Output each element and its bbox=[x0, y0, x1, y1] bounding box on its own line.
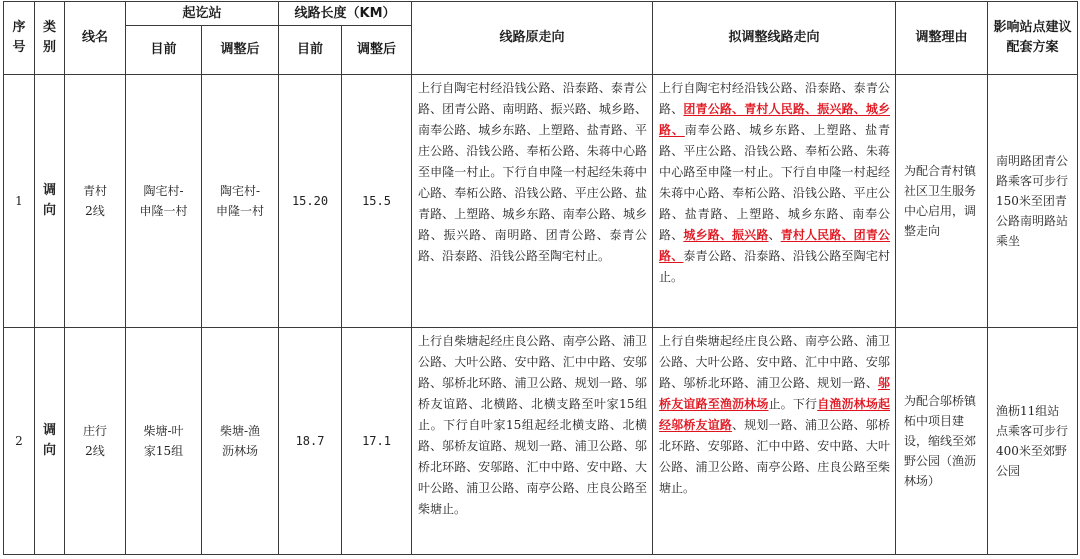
route-segment: 南奉公路、城乡东路、上塑路、盐青路、平庄公路、沿钱公路、奉柘公路、朱蒋中心路至申隆一村止。下行自申隆一村起经朱蒋中心路、奉柘公路、沿钱公路、平庄公路、盐青路、上塑路、城乡东路、南奉公路、 bbox=[659, 123, 891, 242]
row-support: 南明路团青公路乘客可步行150米至团青公路南明路站乘坐 bbox=[988, 75, 1078, 328]
route-segment: 泰青公路、沿泰路、沿钱公路至陶宅村止。 bbox=[659, 249, 891, 284]
row-length-current: 15.20 bbox=[279, 75, 342, 328]
row-reason: 为配合青村镇社区卫生服务中心启用，调整走向 bbox=[896, 75, 988, 328]
row-support: 渔枥11组站点乘客可步行400米至郊野公园 bbox=[988, 328, 1078, 555]
header-length: 线路长度（KM） bbox=[279, 2, 412, 26]
route-change-highlight: 团青公路、青村人民路、振兴路、城乡路、 bbox=[659, 102, 891, 137]
header-length-adjusted: 调整后 bbox=[342, 26, 412, 75]
header-proposed-route: 拟调整线路走向 bbox=[653, 2, 896, 75]
header-seq: 序 号 bbox=[4, 2, 35, 75]
table-row bbox=[4, 328, 1078, 555]
header-reason: 调整理由 bbox=[896, 2, 988, 75]
route-segment: 、规划一路、浦卫公路、邬桥北环路、安邬路、汇中中路、安中路、大叶公路、浦卫公路、南亭公路、庄良公路至柴塘止。 bbox=[659, 418, 891, 495]
row-length-adjusted: 15.5 bbox=[342, 75, 412, 328]
route-change-highlight: 青村人民路、团青公路、 bbox=[659, 228, 890, 263]
row-original-route: 上行自柴塘起经庄良公路、南亭公路、浦卫公路、大叶公路、安中路、汇中中路、安邬路、邬桥北环路、浦卫公路、规划一路、邬桥友谊路、北横路、北横支路至叶家15组止。下行自叶家15组起经北横支路、北横路、邬桥友谊路、规划一路、浦卫公路、邬桥北环路、安邬路、汇中中路、安中路、大叶公路、浦卫公路、南亭公路、庄良公路至柴塘止。 bbox=[412, 328, 653, 555]
header-length-current: 目前 bbox=[279, 26, 342, 75]
row-seq: 2 bbox=[4, 328, 35, 555]
row-stations-current: 陶宅村- 申隆一村 bbox=[126, 75, 202, 328]
header-stations-current: 目前 bbox=[126, 26, 202, 75]
route-adjustment-table bbox=[3, 1, 1078, 555]
route-segment: 、 bbox=[768, 228, 781, 242]
route-segment: 止。下行 bbox=[768, 397, 818, 411]
row-proposed-route bbox=[653, 75, 896, 328]
header-support: 影响站点建议配套方案 bbox=[988, 2, 1078, 75]
row-stations-adjusted: 陶宅村- 申隆一村 bbox=[202, 75, 279, 328]
row-stations-adjusted: 柴塘-渔 沥林场 bbox=[202, 328, 279, 555]
header-original-route: 线路原走向 bbox=[412, 2, 653, 75]
row-proposed-route bbox=[653, 328, 896, 555]
header-line-name: 线名 bbox=[65, 2, 126, 75]
route-segment: 上行自柴塘起经庄良公路、南亭公路、浦卫公路、大叶公路、安中路、汇中中路、安邬路、邬桥北环路、浦卫公路、规划一路、 bbox=[659, 334, 891, 390]
row-line-name: 青村 2线 bbox=[65, 75, 126, 328]
header-stations-adjusted: 调整后 bbox=[202, 26, 279, 75]
route-change-highlight: 城乡路、振兴路 bbox=[683, 228, 769, 242]
table-row bbox=[4, 75, 1078, 328]
row-type: 调 向 bbox=[35, 328, 65, 555]
route-change-highlight: 邬桥友谊路至渔沥林场 bbox=[659, 376, 891, 411]
row-line-name: 庄行 2线 bbox=[65, 328, 126, 555]
route-segment: 上行自陶宅村经沿钱公路、沿泰路、泰青公路、 bbox=[659, 81, 891, 116]
row-length-adjusted: 17.1 bbox=[342, 328, 412, 555]
row-reason: 为配合邬桥镇柘中项目建设，缩线至郊野公园（渔沥林场） bbox=[896, 328, 988, 555]
row-original-route: 上行自陶宅村经沿钱公路、沿泰路、泰青公路、团青公路、南明路、振兴路、城乡路、南奉公路、城乡东路、上塑路、盐青路、平庄公路、沿钱公路、奉柘公路、朱蒋中心路至申隆一村止。下行自申隆一村起经朱蒋中心路、奉柘公路、沿钱公路、平庄公路、盐青路、上塑路、城乡东路、南奉公路、城乡路、振兴路、南明路、团青公路、泰青公路、沿泰路、沿钱公路至陶宅村止。 bbox=[412, 75, 653, 328]
row-type: 调 向 bbox=[35, 75, 65, 328]
route-change-highlight: 自渔沥林场起经邬桥友谊路 bbox=[659, 397, 891, 432]
header-type: 类 别 bbox=[35, 2, 65, 75]
row-length-current: 18.7 bbox=[279, 328, 342, 555]
header-start-end: 起讫站 bbox=[126, 2, 279, 26]
row-seq: 1 bbox=[4, 75, 35, 328]
row-stations-current: 柴塘-叶 家15组 bbox=[126, 328, 202, 555]
